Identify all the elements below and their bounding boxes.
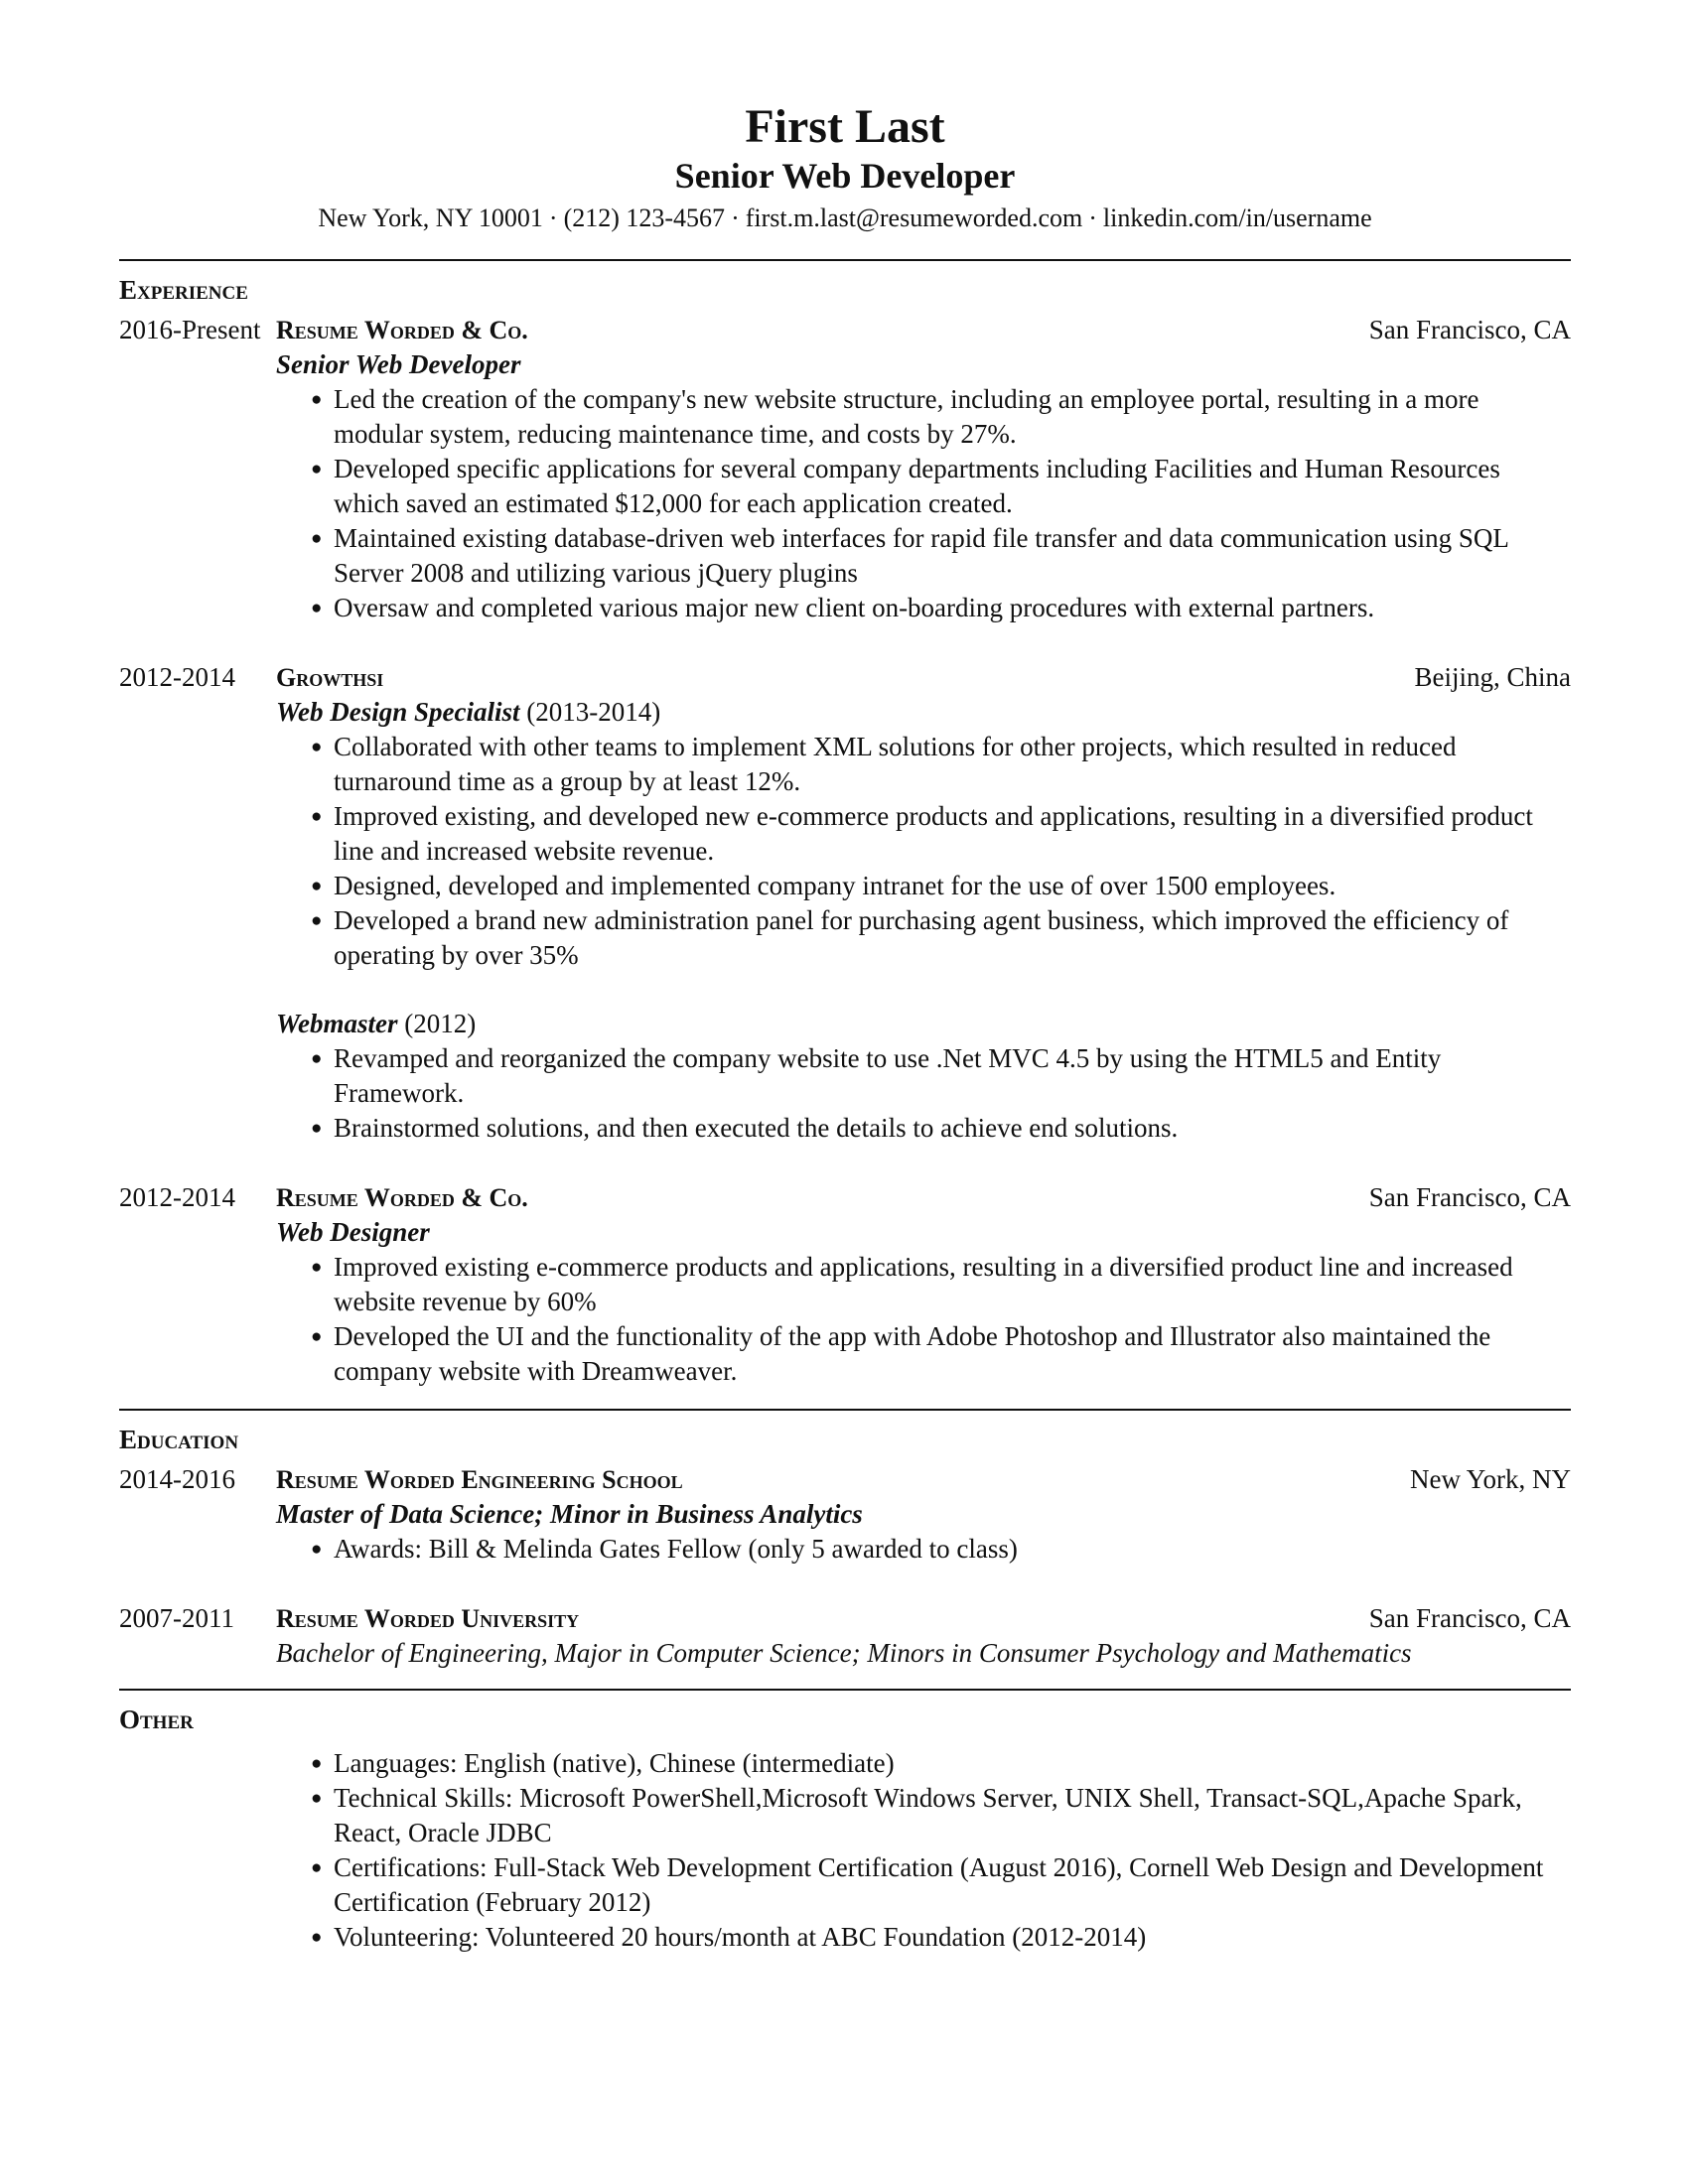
entry-degree bbox=[276, 1497, 1571, 1532]
bullet-list bbox=[276, 382, 1571, 625]
entry-degree: Bachelor of Engineering, Major in Computer Science; Minors in Consumer Psychology and Mathematics bbox=[276, 1638, 1412, 1668]
contact-line bbox=[119, 202, 1571, 235]
education-entry bbox=[119, 1462, 1571, 1567]
entry-dates: 2007-2011 bbox=[119, 1603, 234, 1633]
experience-entry bbox=[119, 660, 1571, 1146]
list-item: ● Improved existing, and developed new e-commerce products and applications, resulting in a diversified product line and increased website revenue. bbox=[314, 799, 1571, 869]
contact-linkedin: linkedin.com/in/username bbox=[1102, 204, 1372, 232]
entry-organization: Growthsi bbox=[276, 663, 384, 692]
entry-institution: Resume Worded Engineering School bbox=[276, 1465, 683, 1494]
list-item: ● Led the creation of the company's new website structure, including an employee portal, resulting in a more modular system, reducing maintenance time, and costs by 27%. bbox=[314, 382, 1571, 452]
contact-separator: · bbox=[548, 204, 558, 232]
candidate-title: Senior Web Developer bbox=[674, 156, 1016, 196]
entry-location: Beijing, China bbox=[1414, 662, 1571, 692]
contact-address: New York, NY 10001 bbox=[318, 204, 543, 232]
education-entry bbox=[119, 1601, 1571, 1671]
entry-dates: 2016-Present bbox=[119, 315, 261, 344]
experience-entry bbox=[119, 1180, 1571, 1389]
education-heading: Education bbox=[119, 1425, 239, 1454]
list-item: ● Developed a brand new administration panel for purchasing agent business, which improved the efficiency of operating by over 35% bbox=[314, 903, 1571, 973]
entry-organization: Resume Worded & Co. bbox=[276, 1183, 528, 1212]
entry-role bbox=[276, 695, 1571, 730]
entry-role bbox=[276, 347, 1571, 382]
bullet-list bbox=[276, 730, 1571, 973]
entry-location: San Francisco, CA bbox=[1368, 1182, 1571, 1212]
list-item: ● Collaborated with other teams to implement XML solutions for other projects, which resulted in reduced turnaround time as a group by at least 12%. bbox=[314, 730, 1571, 799]
bullet-list bbox=[276, 1532, 1571, 1567]
entry-dates: 2012-2014 bbox=[119, 662, 235, 692]
role-position: Web Design Specialist bbox=[276, 697, 520, 727]
entry-organization: Resume Worded & Co. bbox=[276, 316, 528, 344]
resume-page bbox=[119, 97, 1571, 1955]
entry-dates: 2014-2016 bbox=[119, 1464, 235, 1494]
contact-phone: (212) 123-4567 bbox=[563, 204, 726, 232]
section-divider bbox=[119, 259, 1571, 261]
entry-location: San Francisco, CA bbox=[1368, 315, 1571, 344]
list-item: ● Revamped and reorganized the company website to use .Net MVC 4.5 by using the HTML5 and Entity Framework. bbox=[314, 1041, 1571, 1111]
role-period: (2013-2014) bbox=[526, 697, 661, 727]
section-divider bbox=[119, 1689, 1571, 1691]
entry-role bbox=[276, 1215, 1571, 1250]
entry-location: San Francisco, CA bbox=[1368, 1603, 1571, 1633]
list-item: ● Volunteering: Volunteered 20 hours/month at ABC Foundation (2012-2014) bbox=[314, 1920, 1571, 1955]
experience-heading: Experience bbox=[119, 275, 248, 305]
role-position: Senior Web Developer bbox=[276, 349, 521, 379]
role-position: Webmaster bbox=[276, 1009, 398, 1038]
list-item: ● Designed, developed and implemented company intranet for the use of over 1500 employees. bbox=[314, 869, 1571, 903]
other-section bbox=[276, 1746, 1571, 1955]
contact-separator: · bbox=[731, 204, 740, 232]
entry-location: New York, NY bbox=[1409, 1464, 1571, 1494]
degree-text: Master of Data Science; Minor in Business Analytics bbox=[276, 1499, 863, 1529]
list-item: ● Languages: English (native), Chinese (intermediate) bbox=[314, 1746, 1571, 1781]
bullet-list bbox=[276, 1041, 1571, 1146]
role-period: (2012) bbox=[404, 1009, 477, 1038]
other-heading: Other bbox=[119, 1705, 194, 1734]
bullet-list bbox=[276, 1250, 1571, 1389]
list-item: ● Improved existing e-commerce products and applications, resulting in a diversified product line and increased website revenue by 60% bbox=[314, 1250, 1571, 1319]
list-item: ● Oversaw and completed various major new client on-boarding procedures with external partners. bbox=[314, 591, 1571, 625]
contact-separator: · bbox=[1088, 204, 1097, 232]
list-item: ● Awards: Bill & Melinda Gates Fellow (only 5 awarded to class) bbox=[314, 1532, 1571, 1567]
list-item: ● Maintained existing database-driven web interfaces for rapid file transfer and data communication using SQL Server 2008 and utilizing various jQuery plugins bbox=[314, 521, 1571, 591]
list-item: ● Brainstormed solutions, and then executed the details to achieve end solutions. bbox=[314, 1111, 1571, 1146]
list-item: ● Developed the UI and the functionality of the app with Adobe Photoshop and Illustrator also maintained the company website with Dreamweaver. bbox=[314, 1319, 1571, 1389]
entry-role bbox=[276, 1007, 1571, 1041]
role-position: Web Designer bbox=[276, 1217, 430, 1247]
entry-dates: 2012-2014 bbox=[119, 1182, 235, 1212]
list-item: ● Certifications: Full-Stack Web Development Certification (August 2016), Cornell Web Design and Development Certification (February 2012) bbox=[314, 1850, 1571, 1920]
candidate-name: First Last bbox=[745, 100, 945, 153]
section-divider bbox=[119, 1409, 1571, 1411]
bullet-list bbox=[276, 1746, 1571, 1955]
contact-email: first.m.last@resumeworded.com bbox=[745, 204, 1083, 232]
entry-institution: Resume Worded University bbox=[276, 1604, 580, 1633]
experience-entry bbox=[119, 313, 1571, 625]
list-item: ● Technical Skills: Microsoft PowerShell,Microsoft Windows Server, UNIX Shell, Transact-SQL,Apache Spark, React, Oracle JDBC bbox=[314, 1781, 1571, 1850]
list-item: ● Developed specific applications for several company departments including Facilities and Human Resources which saved an estimated $12,000 for each application created. bbox=[314, 452, 1571, 521]
